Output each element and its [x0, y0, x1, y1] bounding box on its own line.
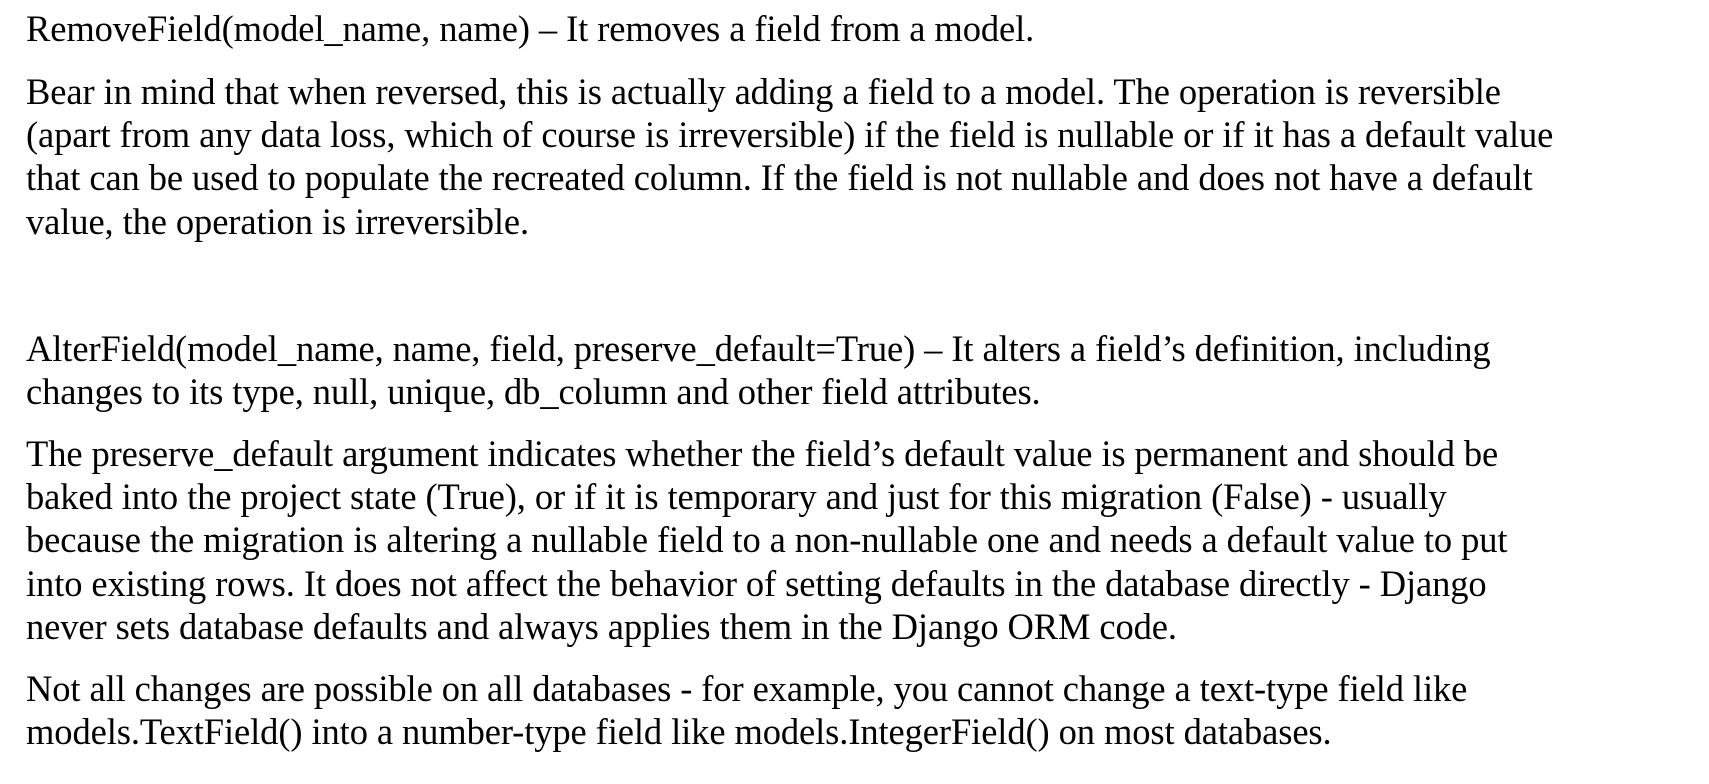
text-line: AlterField(model_name, name, field, preserve_default=True) – It alters a field’s definition, including — [26, 328, 1491, 369]
text-line: value, the operation is irreversible. — [26, 200, 530, 242]
text-line: never sets database defaults and always applies them in the Django ORM code. — [26, 605, 1177, 647]
text-line: changes to its type, null, unique, db_column and other field attributes. — [26, 371, 1041, 413]
paragraph-database-limitations — [26, 667, 1467, 753]
paragraph-preserve-default-description — [26, 432, 1507, 648]
text-line: The preserve_default argument indicates whether the field’s default value is permanent and should be — [26, 433, 1499, 474]
text-line: RemoveField(model_name, name) – It removes a field from a model. — [26, 8, 1035, 49]
text-line: models.TextField() into a number-type field like models.IntegerField() on most databases. — [26, 711, 1332, 753]
text-line: Not all changes are possible on all databases - for example, you cannot change a text-type field like — [26, 668, 1468, 709]
paragraph-removefield-signature — [26, 7, 1034, 50]
text-line: because the migration is altering a nullable field to a non-nullable one and needs a default value to put — [26, 519, 1508, 561]
paragraph-removefield-description — [26, 70, 1553, 243]
text-line: that can be used to populate the recreated column. If the field is not nullable and does not have a default — [26, 157, 1533, 199]
text-line: into existing rows. It does not affect the behavior of setting defaults in the database directly - Django — [26, 562, 1487, 604]
text-line: (apart from any data loss, which of course is irreversible) if the field is nullable or if it has a default value — [26, 114, 1554, 156]
text-line: Bear in mind that when reversed, this is actually adding a field to a model. The operation is reversible — [26, 71, 1501, 112]
paragraph-alterfield-signature — [26, 327, 1491, 413]
text-line: baked into the project state (True), or if it is temporary and just for this migration (False) - usually — [26, 476, 1447, 518]
